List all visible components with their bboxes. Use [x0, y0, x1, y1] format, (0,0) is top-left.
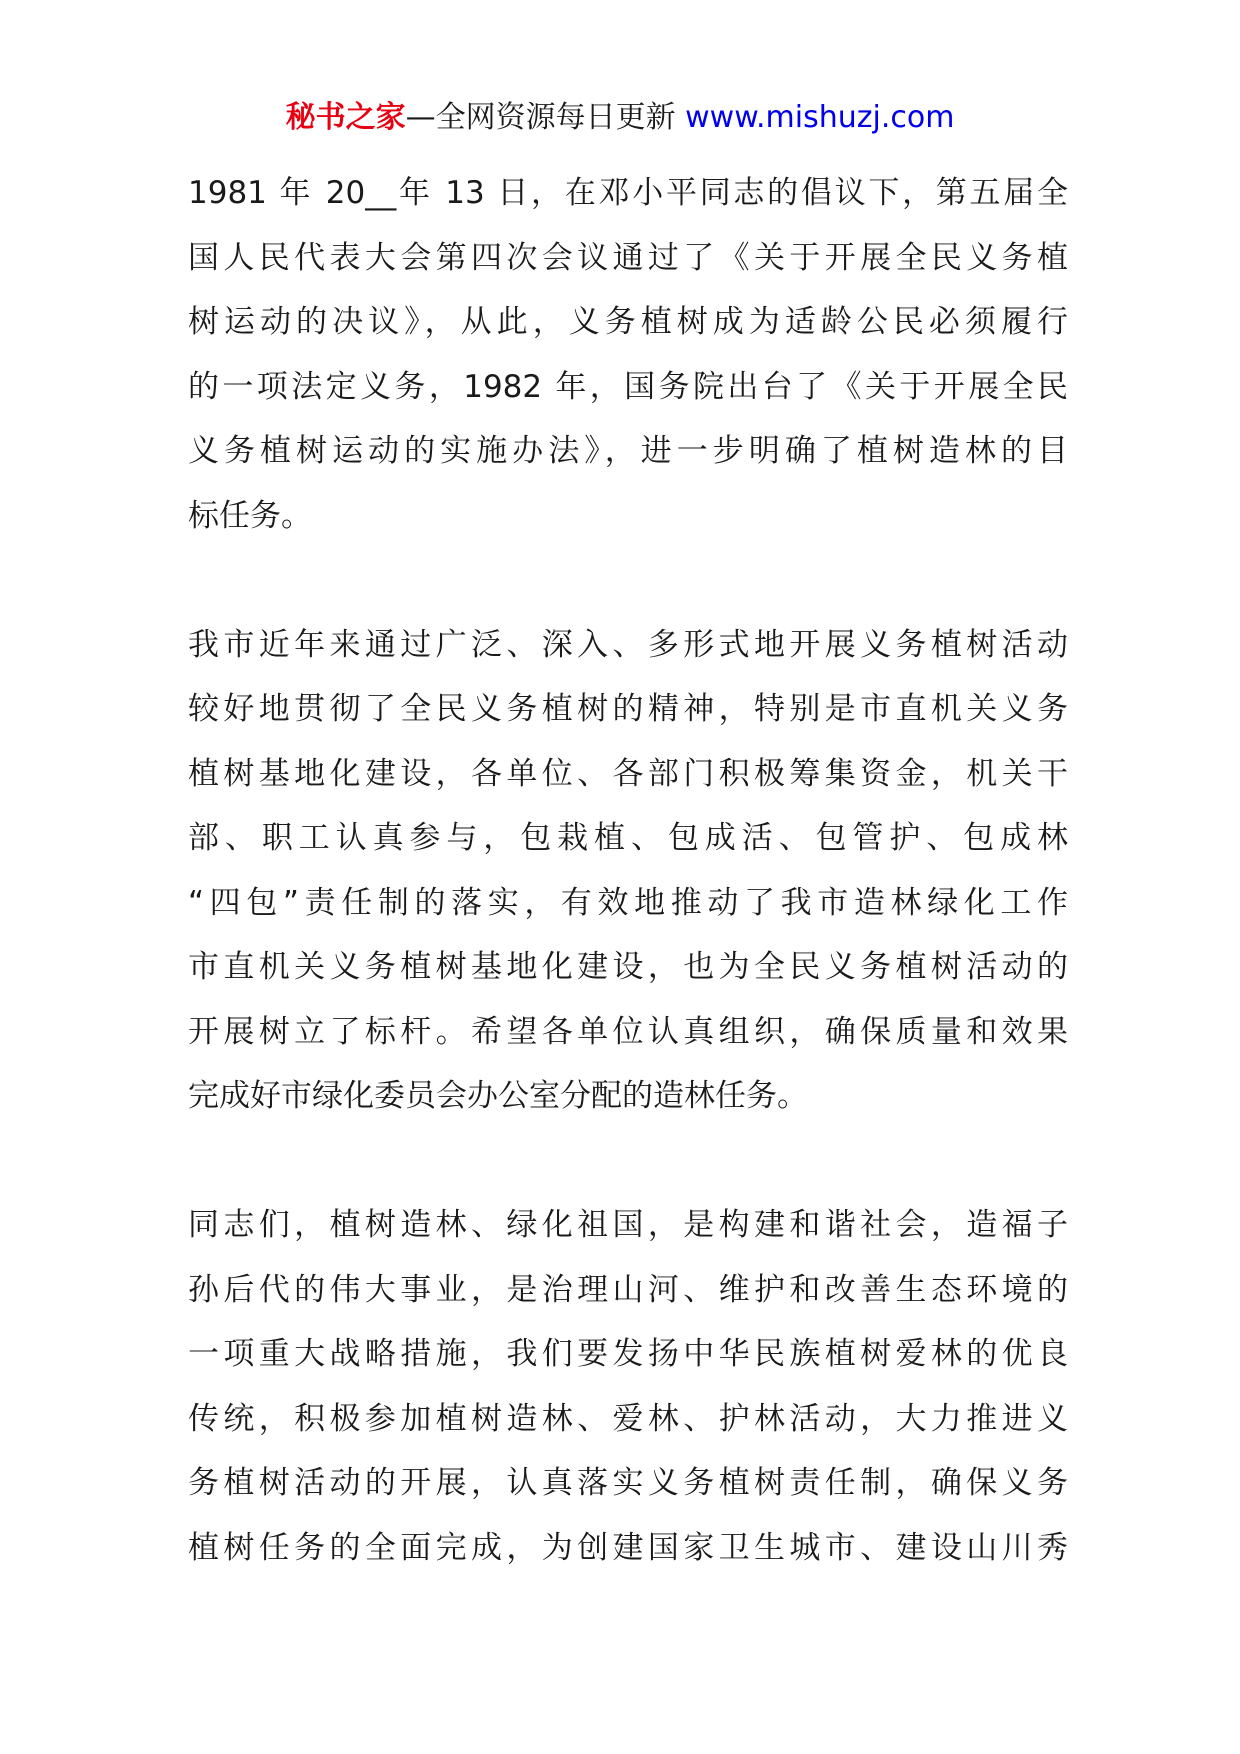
text-line: 市直机关义务植树基地化建设，也为全民义务植树活动的	[188, 949, 1068, 985]
paragraph-2	[188, 613, 1068, 1129]
text-line: 的一项法定义务，1982 年，国务院出台了《关于开展全民	[188, 368, 1068, 405]
text-line: 我市近年来通过广泛、深入、多形式地开展义务植树活动	[188, 626, 1068, 663]
text-line: 开展树立了标杆。希望各单位认真组织，确保质量和效果	[188, 1013, 1068, 1050]
text-line: 国人民代表大会第四次会议通过了《关于开展全民义务植	[188, 239, 1068, 276]
page-header	[0, 98, 1240, 138]
text-line: 标任务。	[188, 497, 312, 534]
header-tagline: —全网资源每日更新	[405, 100, 686, 135]
document-body	[188, 161, 1068, 1580]
text-line: 义务植树运动的实施办法》，进一步明确了植树造林的目	[188, 433, 1068, 469]
text-line: 一项重大战略措施，我们要发扬中华民族植树爱林的优良	[188, 1336, 1068, 1372]
text-line: 同志们，植树造林、绿化祖国，是构建和谐社会，造福子	[188, 1207, 1068, 1243]
text-line: 传统，积极参加植树造林、爱林、护林活动，大力推进义	[188, 1400, 1068, 1437]
brand-name: 秘书之家	[285, 100, 406, 135]
text-line: 部、职工认真参与，包栽植、包成活、包管护、包成林	[188, 820, 1068, 856]
paragraph-gap	[188, 1129, 1068, 1194]
text-line: 孙后代的伟大事业，是治理山河、维护和改善生态环境的	[188, 1271, 1068, 1308]
text-line: 务植树活动的开展，认真落实义务植树责任制，确保义务	[188, 1465, 1068, 1501]
text-line: 完成好市绿化委员会办公室分配的造林任务。	[188, 1078, 808, 1114]
text-line: 1981 年 20__年 13 日，在邓小平同志的倡议下，第五届全	[188, 175, 1068, 211]
site-url-link[interactable]: www.mishuzj.com	[685, 100, 955, 135]
text-line: “四包”责任制的落实，有效地推动了我市造林绿化工作	[188, 884, 1068, 921]
text-line: 植树基地化建设，各单位、各部门积极筹集资金，机关干	[188, 755, 1068, 792]
paragraph-3	[188, 1193, 1068, 1580]
paragraph-gap	[188, 548, 1068, 613]
paragraph-1	[188, 161, 1068, 548]
text-line: 较好地贯彻了全民义务植树的精神，特别是市直机关义务	[188, 691, 1068, 727]
text-line: 树运动的决议》，从此，义务植树成为适龄公民必须履行	[188, 304, 1068, 340]
text-line: 植树任务的全面完成，为创建国家卫生城市、建设山川秀	[188, 1529, 1068, 1566]
